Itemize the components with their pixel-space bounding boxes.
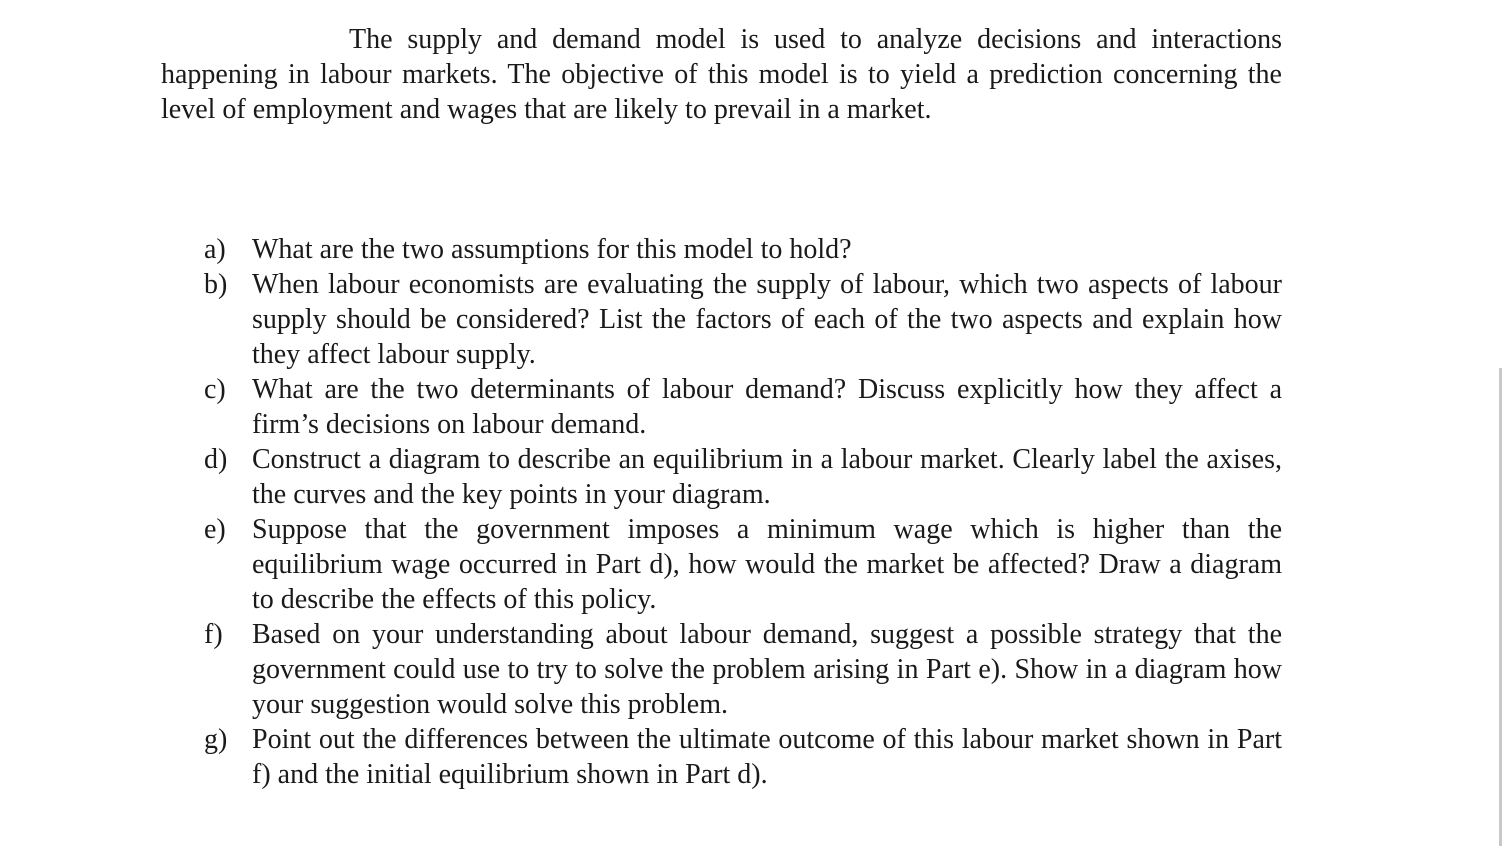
question-marker: g) [204,724,228,755]
question-list [201,232,1282,792]
question-item-f [201,617,1282,722]
question-marker: d) [204,444,228,475]
question-marker: b) [204,269,228,300]
question-marker: a) [204,234,226,265]
question-marker: c) [204,374,226,405]
question-item-c [201,372,1282,442]
question-text: When labour economists are evaluating the supply of labour, which two aspects of labour supply should be considered? List the factors of each of the two aspects and explain how they affect labour supply. [252,269,1282,370]
question-marker: e) [204,514,226,545]
question-marker: f) [204,619,223,650]
intro-paragraph: The supply and demand model is used to analyze decisions and interactions happening in labour markets. The objective of this model is to yield a prediction concerning the level of employment and wages that are likely to prevail in a market. [161,24,1282,125]
question-text: What are the two assumptions for this model to hold? [252,234,852,265]
question-text: Point out the differences between the ultimate outcome of this labour market shown in Part f) and the initial equilibrium shown in Part d). [252,724,1282,790]
question-item-b [201,267,1282,372]
question-item-a [201,232,1282,267]
question-item-g [201,722,1282,792]
question-text: Construct a diagram to describe an equilibrium in a labour market. Clearly label the axises, the curves and the key points in your diagram. [252,444,1282,510]
question-item-d [201,442,1282,512]
question-text: Suppose that the government imposes a minimum wage which is higher than the equilibrium wage occurred in Part d), how would the market be affected? Draw a diagram to describe the effects of this policy. [252,514,1282,615]
question-text: Based on your understanding about labour demand, suggest a possible strategy that the government could use to try to solve the problem arising in Part e). Show in a diagram how your suggestion would solve this problem. [252,619,1282,720]
question-text: What are the two determinants of labour demand? Discuss explicitly how they affect a firm’s decisions on labour demand. [252,374,1282,440]
question-item-e [201,512,1282,617]
